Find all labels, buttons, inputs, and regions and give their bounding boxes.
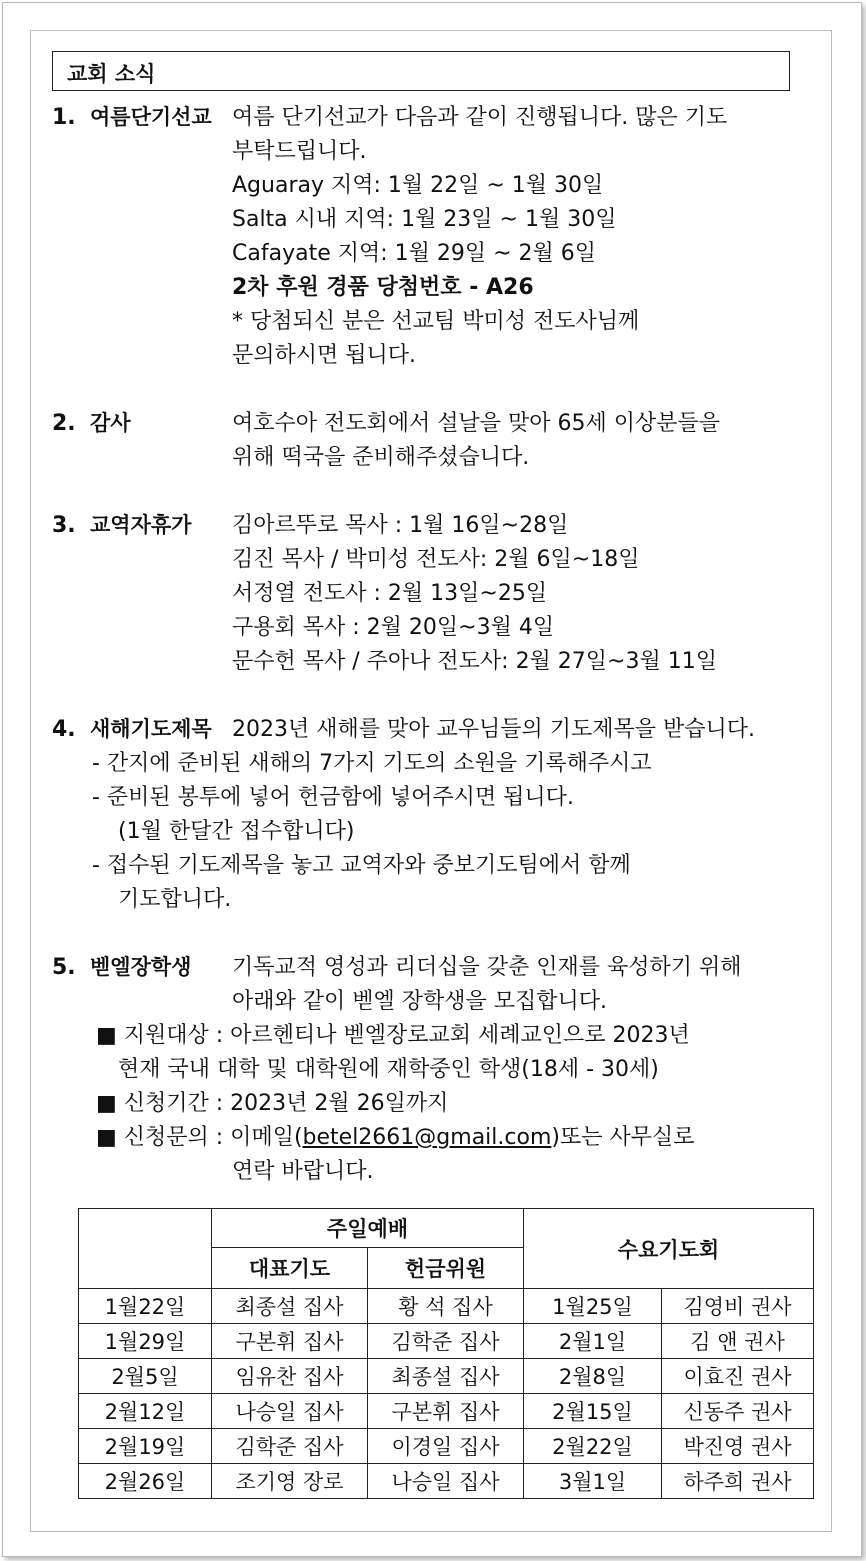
item-3-title: 교역자휴가 — [90, 513, 192, 537]
rep-prayer-cell: 조기영 장로 — [212, 1464, 368, 1499]
item-5-eligibility-cont: 현재 국내 대학 및 대학원에 재학중인 학생(18세 - 30세) — [118, 1057, 659, 1082]
item-4-line-5: - 접수된 기도제목을 놓고 교역자와 중보기도팀에서 함께 — [92, 853, 631, 878]
wednesday-leader-cell: 김 앤 권사 — [662, 1324, 814, 1359]
item-1-line-6: 2차 후원 경품 당첨번호 - A26 — [232, 275, 534, 300]
item-1-title: 여름단기선교 — [90, 105, 212, 129]
item-1-line-2: 부탁드립니다. — [232, 139, 367, 164]
item-1-number: 1. — [52, 105, 76, 130]
offering-cell: 최종설 집사 — [368, 1359, 524, 1394]
wednesday-leader-cell: 김영비 권사 — [662, 1289, 814, 1324]
table-row — [79, 1394, 814, 1429]
offering-cell: 김학준 집사 — [368, 1324, 524, 1359]
wednesday-date-cell: 2월15일 — [524, 1394, 662, 1429]
item-1-line-4: Salta 시내 지역: 1월 23일 ~ 1월 30일 — [232, 207, 617, 232]
item-4-title: 새해기도제목 — [90, 717, 212, 741]
item-5-period: ■ 신청기간 : 2023년 2월 26일까지 — [96, 1091, 449, 1116]
item-1-line-8: 문의하시면 됩니다. — [232, 343, 417, 368]
item-3-line-2: 김진 목사 / 박미성 전도사: 2월 6일~18일 — [232, 547, 640, 572]
item-5-title: 벧엘장학생 — [90, 955, 192, 979]
item-5-line-1: 기독교적 영성과 리더십을 갖춘 인재를 육성하기 위해 — [232, 955, 742, 980]
item-5-eligibility: ■ 지원대상 : 아르헨티나 벧엘장로교회 세례교인으로 2023년 — [96, 1023, 690, 1048]
wednesday-leader-cell: 신동주 권사 — [662, 1394, 814, 1429]
sunday-date-cell: 2월19일 — [79, 1429, 212, 1464]
table-row — [79, 1429, 814, 1464]
sunday-service-header: 주일예배 — [212, 1209, 524, 1248]
table-row — [79, 1464, 814, 1499]
item-3-line-3: 서정열 전도사 : 2월 13일~25일 — [232, 581, 548, 606]
rep-prayer-cell: 구본휘 집사 — [212, 1324, 368, 1359]
item-4-line-1: 2023년 새해를 맞아 교우님들의 기도제목을 받습니다. — [232, 717, 755, 742]
item-4-line-2: - 간지에 준비된 새해의 7가지 기도의 소원을 기록해주시고 — [92, 751, 652, 776]
item-2-line-1: 여호수아 전도회에서 설날을 맞아 65세 이상분들을 — [232, 411, 721, 436]
item-4-number: 4. — [52, 717, 76, 742]
sunday-date-cell: 2월12일 — [79, 1394, 212, 1429]
section-title: 교회 소식 — [67, 62, 156, 86]
item-1-line-1: 여름 단기선교가 다음과 같이 진행됩니다. 많은 기도 — [232, 105, 728, 130]
item-5-inquiry — [96, 1127, 694, 1149]
item-5-line-2: 아래와 같이 벧엘 장학생을 모집합니다. — [232, 989, 607, 1014]
item-1-line-7: * 당첨되신 분은 선교팀 박미성 전도사님께 — [232, 309, 640, 334]
duty-table — [78, 1208, 814, 1499]
sunday-date-cell: 2월5일 — [79, 1359, 212, 1394]
item-5-inquiry-prefix: ■ 신청문의 : 이메일( — [96, 1125, 303, 1150]
wednesday-date-cell: 2월22일 — [524, 1429, 662, 1464]
item-1-line-3: Aguaray 지역: 1월 22일 ~ 1월 30일 — [232, 173, 604, 198]
table-corner-cell — [79, 1209, 212, 1289]
wednesday-leader-cell: 박진영 권사 — [662, 1429, 814, 1464]
wednesday-prayer-header: 수요기도회 — [524, 1209, 814, 1289]
sunday-date-cell: 1월22일 — [79, 1289, 212, 1324]
wednesday-leader-cell: 하주희 권사 — [662, 1464, 814, 1499]
item-3-line-5: 문수헌 목사 / 주아나 전도사: 2월 27일~3월 11일 — [232, 649, 717, 674]
item-3-line-4: 구용회 목사 : 2월 20일~3월 4일 — [232, 615, 555, 640]
wednesday-date-cell: 3월1일 — [524, 1464, 662, 1499]
table-row — [79, 1359, 814, 1394]
item-2-number: 2. — [52, 411, 76, 436]
rep-prayer-cell: 최종설 집사 — [212, 1289, 368, 1324]
offering-cell: 이경일 집사 — [368, 1429, 524, 1464]
section-header — [52, 51, 790, 91]
item-2-title: 감사 — [90, 411, 131, 435]
table-row — [79, 1289, 814, 1324]
item-5-inquiry-suffix: )또는 사무실로 — [551, 1125, 695, 1150]
offering-cell: 황 석 집사 — [368, 1289, 524, 1324]
item-2-line-2: 위해 떡국을 준비해주셨습니다. — [232, 445, 530, 470]
item-1-line-5: Cafayate 지역: 1월 29일 ~ 2월 6일 — [232, 241, 597, 266]
item-3-number: 3. — [52, 513, 76, 538]
sunday-date-cell: 2월26일 — [79, 1464, 212, 1499]
wednesday-date-cell: 2월8일 — [524, 1359, 662, 1394]
item-4-line-3: - 준비된 봉투에 넣어 헌금함에 넣어주시면 됩니다. — [92, 785, 574, 810]
wednesday-leader-cell: 이효진 권사 — [662, 1359, 814, 1394]
email-link[interactable]: betel2661@gmail.com — [302, 1125, 552, 1150]
item-5-number: 5. — [52, 955, 76, 980]
offering-cell: 나승일 집사 — [368, 1464, 524, 1499]
rep-prayer-cell: 김학준 집사 — [212, 1429, 368, 1464]
table-row — [79, 1324, 814, 1359]
sunday-date-cell: 1월29일 — [79, 1324, 212, 1359]
wednesday-date-cell: 1월25일 — [524, 1289, 662, 1324]
item-4-line-4: (1월 한달간 접수합니다) — [118, 819, 355, 844]
rep-prayer-cell: 임유찬 집사 — [212, 1359, 368, 1394]
item-3-line-1: 김아르뚜로 목사 : 1월 16일~28일 — [232, 513, 569, 538]
item-4-line-6: 기도합니다. — [118, 887, 232, 912]
item-5-line-last: 연락 바랍니다. — [232, 1159, 374, 1184]
offering-cell: 구본휘 집사 — [368, 1394, 524, 1429]
rep-prayer-header: 대표기도 — [212, 1248, 368, 1289]
offering-header: 헌금위원 — [368, 1248, 524, 1289]
wednesday-date-cell: 2월1일 — [524, 1324, 662, 1359]
rep-prayer-cell: 나승일 집사 — [212, 1394, 368, 1429]
